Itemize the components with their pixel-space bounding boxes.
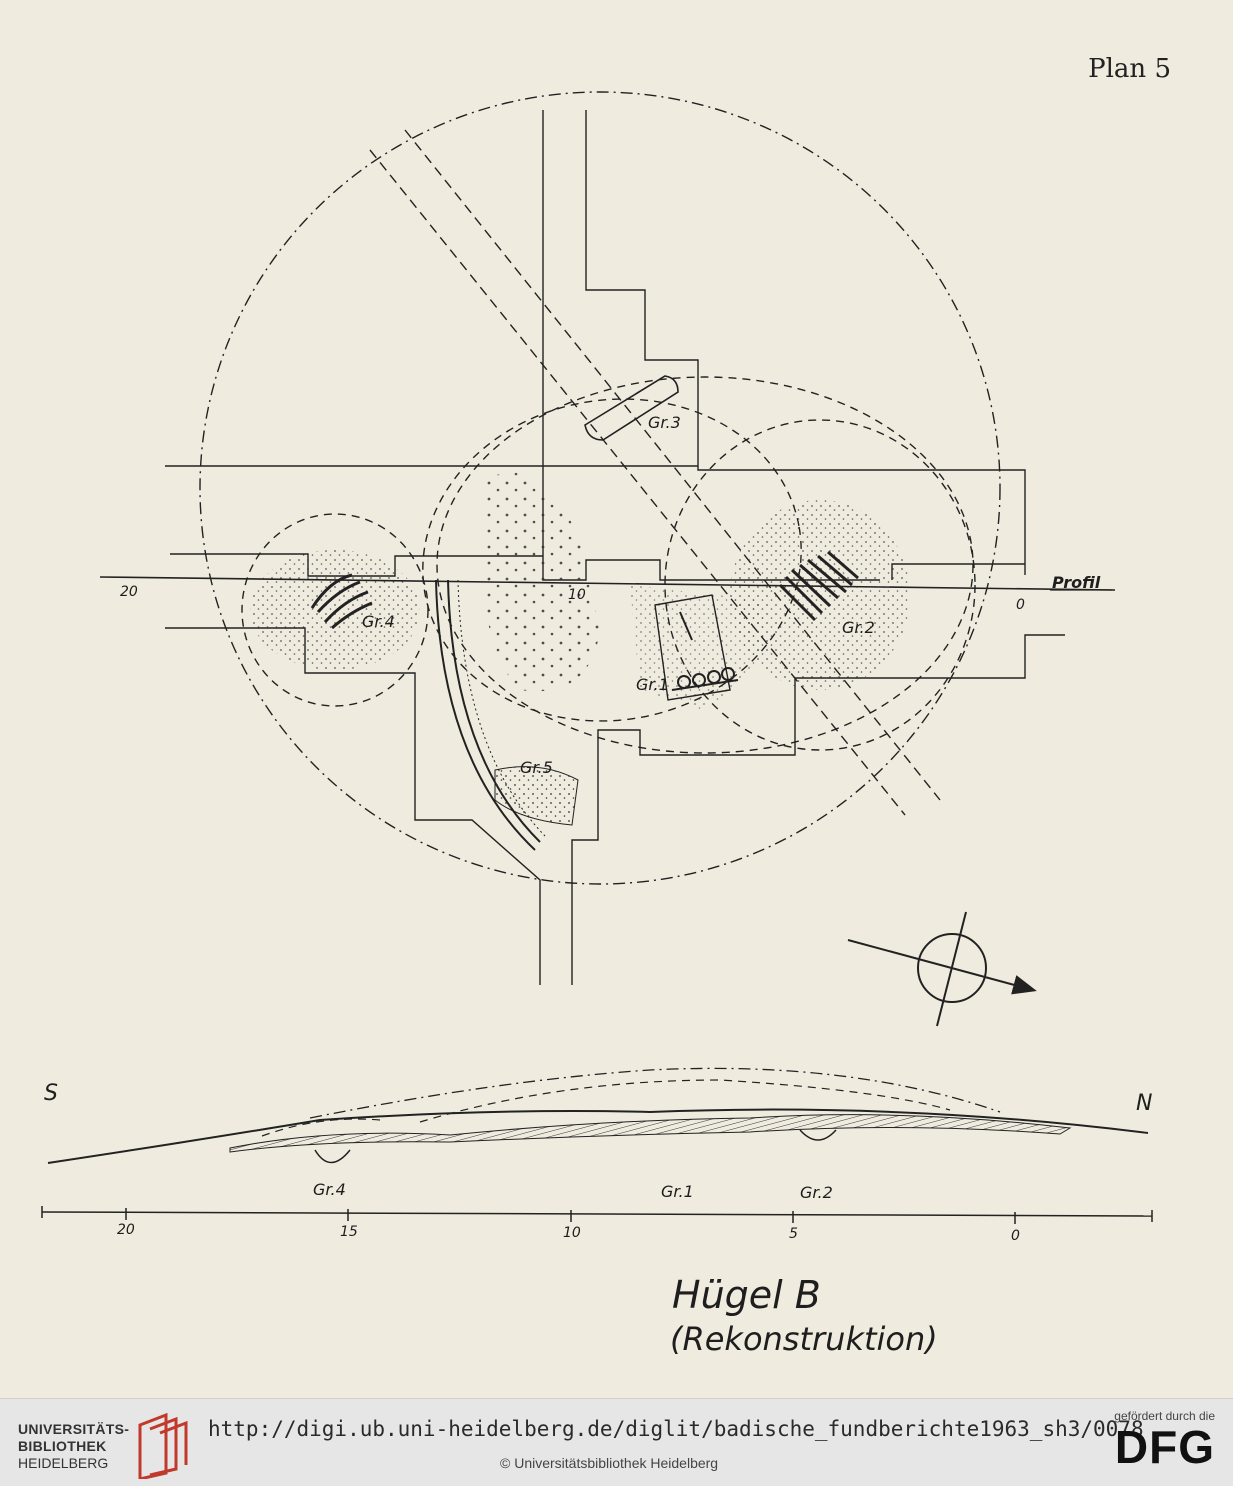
gr4-stipple-area	[250, 550, 420, 670]
scale-tick-0: 0	[1011, 1228, 1020, 1244]
dfg-funding-logo[interactable]	[1114, 1409, 1215, 1471]
permalink-url[interactable]: http://digi.ub.uni-heidelberg.de/diglit/badische_fundberichte1963_sh3/0078	[208, 1417, 1144, 1441]
logo-line-2: BIBLIOTHEK	[18, 1438, 107, 1454]
section-label-s: S	[44, 1081, 58, 1106]
central-stipple-area	[482, 473, 600, 692]
viewer-footer	[0, 1398, 1233, 1486]
plan-number-label: Plan 5	[1088, 54, 1171, 84]
scale-bar	[42, 1206, 1152, 1224]
gr4-pit	[315, 1150, 350, 1163]
scale-tick-10: 10	[563, 1225, 581, 1241]
logo-line-3: HEIDELBERG	[18, 1455, 109, 1471]
scale-tick-20: 20	[117, 1222, 135, 1238]
label-gr4: Gr.4	[362, 612, 395, 631]
label-gr3: Gr.3	[648, 413, 681, 432]
profile-line	[100, 577, 1115, 590]
trench-left-lower	[165, 628, 540, 985]
drawing-title: Hügel B	[672, 1273, 821, 1317]
mound-outline-circle	[200, 92, 1000, 884]
logo-line-1: UNIVERSITÄTS-	[18, 1421, 130, 1437]
diagonal-trench-line-1	[370, 150, 905, 815]
dfg-funding-text: gefördert durch die	[1114, 1409, 1215, 1423]
section-profile	[48, 1068, 1148, 1163]
section-label-gr4: Gr.4	[313, 1180, 346, 1199]
label-profil: Profil	[1052, 573, 1101, 592]
mound-reconstruction-line	[310, 1068, 1000, 1118]
section-label-n: N	[1136, 1091, 1153, 1116]
profile-tick-10: 10	[568, 587, 586, 603]
profile-tick-20: 20	[120, 584, 138, 600]
gr2-pit	[800, 1130, 836, 1140]
copyright-notice: © Universitätsbibliothek Heidelberg	[500, 1455, 719, 1471]
label-gr2: Gr.2	[842, 618, 875, 637]
scale-tick-5: 5	[789, 1226, 798, 1242]
compass-symbol	[848, 912, 1033, 1026]
library-logo-icon	[136, 1413, 190, 1479]
drawing-subtitle: (Rekonstruktion)	[670, 1320, 938, 1358]
scale-tick-15: 15	[340, 1224, 358, 1240]
dfg-logo-text: DFG	[1114, 1421, 1215, 1473]
section-label-gr2: Gr.2	[800, 1183, 833, 1202]
label-gr5: Gr.5	[520, 758, 553, 777]
label-gr1: Gr.1	[636, 675, 669, 694]
soil-layer	[230, 1115, 1070, 1152]
trench-right-step	[892, 564, 1025, 580]
profile-tick-0: 0	[1016, 597, 1025, 613]
section-label-gr1: Gr.1	[661, 1182, 694, 1201]
